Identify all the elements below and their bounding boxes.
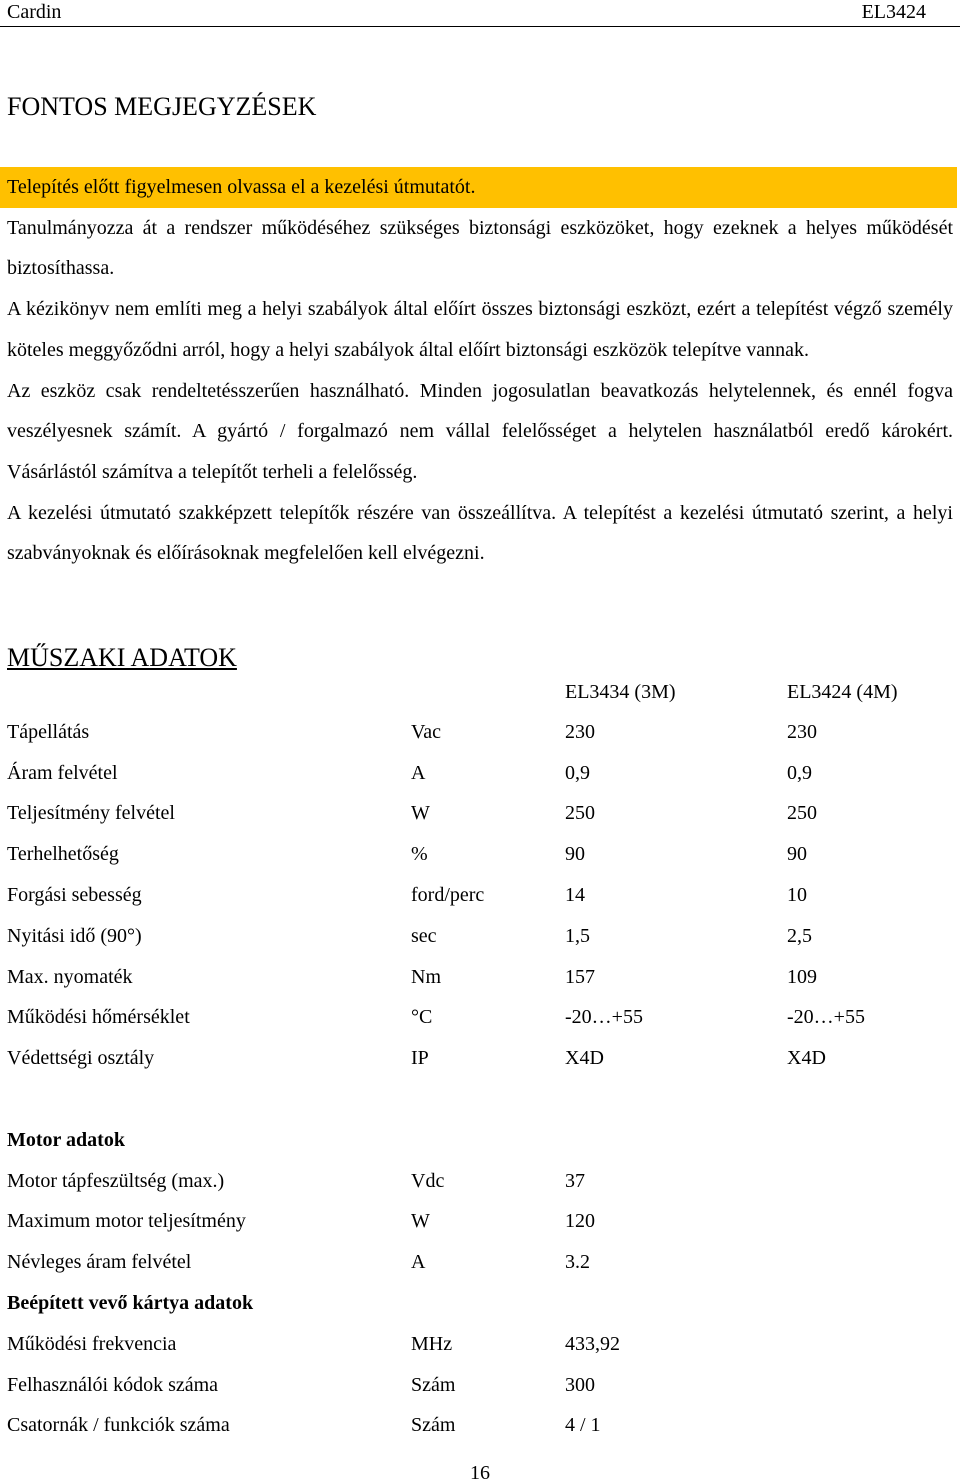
spec-label: Forgási sebesség: [7, 884, 142, 907]
spec-unit: Nm: [411, 965, 441, 988]
spec-value-3m: 0,9: [565, 761, 590, 784]
spec-value-4m: 90: [787, 843, 807, 866]
table-row: [0, 875, 960, 916]
spec-label: Teljesítmény felvétel: [7, 802, 175, 825]
table-row: [0, 957, 960, 998]
receiver-label: Felhasználói kódok száma: [7, 1373, 219, 1396]
receiver-unit: MHz: [411, 1332, 453, 1355]
column-header-el3424: EL3424 (4M): [787, 680, 898, 703]
notes-paragraph: Az eszköz csak rendeltetésszerűen használható. Minden jogosulatlan beavatkozás helytelennek, és ennél fogva veszélyesnek számít. A gyártó / forgalmazó nem vállal felelősséget a helytelen használatból eredő károkért. Vásárlástól számítva a telepítőt terheli a felelősség.: [7, 379, 953, 483]
spec-value-3m: 90: [565, 843, 585, 866]
spec-unit: ford/perc: [411, 884, 485, 907]
spec-unit: W: [411, 802, 430, 825]
receiver-unit: Szám: [411, 1414, 456, 1437]
table-row: [0, 712, 960, 753]
table-row: [0, 1161, 960, 1202]
spec-label: Védettségi osztály: [7, 1047, 155, 1070]
spec-value-4m: -20…+55: [787, 1006, 865, 1029]
spec-value-3m: 230: [565, 720, 595, 743]
spec-label: Max. nyomaték: [7, 965, 133, 988]
spec-label: Nyitási idő (90°): [7, 924, 142, 947]
spec-unit: IP: [411, 1047, 429, 1070]
motor-unit: Vdc: [411, 1169, 445, 1192]
specs-header-row: [0, 672, 960, 712]
motor-value: 3.2: [565, 1251, 590, 1274]
spec-value-3m: -20…+55: [565, 1006, 643, 1029]
spec-value-4m: 250: [787, 802, 817, 825]
spec-value-3m: X4D: [565, 1047, 604, 1070]
spec-unit: %: [411, 843, 428, 866]
table-row: [0, 794, 960, 835]
spec-value-4m: 10: [787, 884, 807, 907]
notes-paragraph: A kézikönyv nem említi meg a helyi szabályok által előírt összes biztonsági eszközt, ezért a telepítést végző személy köteles meggyőződni arról, hogy a helyi szabályok által előírt biztonsági eszközök telepítve vannak.: [7, 298, 953, 361]
motor-table: [0, 1120, 960, 1446]
motor-label: Motor tápfeszültség (max.): [7, 1169, 225, 1192]
spec-label: Tápellátás: [7, 720, 90, 743]
notes-paragraph-highlighted: Telepítés előtt figyelmesen olvassa el a kezelési útmutatót.: [0, 167, 957, 208]
table-row: [0, 998, 960, 1039]
page-number: 16: [470, 1462, 490, 1484]
header-model: EL3424: [861, 1, 926, 23]
spec-value-3m: 157: [565, 965, 595, 988]
notes-paragraph: Tanulmányozza át a rendszer működéséhez szükséges biztonsági eszközöket, hogy ezeknek a helyes működését biztosíthassa.: [7, 216, 953, 280]
table-row: [0, 1202, 960, 1243]
table-row: [0, 1406, 960, 1447]
spec-value-4m: 109: [787, 965, 817, 988]
motor-section-title: Motor adatok: [7, 1128, 125, 1151]
receiver-value: 4 / 1: [565, 1414, 601, 1437]
motor-value: 37: [565, 1169, 585, 1192]
spec-value-3m: 1,5: [565, 924, 590, 947]
spec-label: Terhelhetőség: [7, 843, 119, 866]
receiver-section-row: [0, 1283, 960, 1324]
specs-title: MŰSZAKI ADATOK: [7, 643, 237, 672]
receiver-section-title: Beépített vevő kártya adatok: [7, 1292, 254, 1315]
table-row: [0, 1365, 960, 1406]
motor-value: 120: [565, 1210, 595, 1233]
receiver-value: 300: [565, 1373, 595, 1396]
page-header: [0, 0, 960, 27]
table-row: [0, 834, 960, 875]
notes-paragraph: A kezelési útmutató szakképzett telepítők részére van összeállítva. A telepítést a kezelési útmutató szerint, a helyi szabványoknak és előírásoknak megfelelően kell elvégezni.: [7, 501, 953, 565]
spec-unit: A: [411, 761, 426, 784]
spec-unit: °C: [411, 1006, 433, 1029]
motor-label: Maximum motor teljesítmény: [7, 1210, 246, 1233]
spec-value-4m: X4D: [787, 1047, 826, 1070]
motor-label: Névleges áram felvétel: [7, 1251, 192, 1274]
spec-label: Működési hőmérséklet: [7, 1006, 190, 1029]
spec-label: Áram felvétel: [7, 761, 118, 784]
notes-title: FONTOS MEGJEGYZÉSEK: [7, 92, 317, 121]
table-row: [0, 1324, 960, 1365]
spec-value-4m: 230: [787, 720, 817, 743]
receiver-label: Működési frekvencia: [7, 1332, 177, 1355]
receiver-value: 433,92: [565, 1332, 620, 1355]
notes-body: [7, 167, 953, 574]
motor-unit: W: [411, 1210, 430, 1233]
table-row: [0, 753, 960, 794]
table-row: [0, 916, 960, 957]
table-row: [0, 1242, 960, 1283]
specs-table: [0, 672, 960, 1079]
spec-value-4m: 0,9: [787, 761, 812, 784]
spec-unit: sec: [411, 924, 437, 947]
receiver-label: Csatornák / funkciók száma: [7, 1414, 230, 1437]
motor-unit: A: [411, 1251, 426, 1274]
table-row: [0, 1038, 960, 1079]
receiver-unit: Szám: [411, 1373, 456, 1396]
spec-unit: Vac: [411, 720, 441, 743]
column-header-el3434: EL3434 (3M): [565, 680, 676, 703]
header-brand: Cardin: [7, 1, 62, 23]
motor-section-row: [0, 1120, 960, 1161]
spec-value-4m: 2,5: [787, 924, 812, 947]
spec-value-3m: 14: [565, 884, 585, 907]
spec-value-3m: 250: [565, 802, 595, 825]
